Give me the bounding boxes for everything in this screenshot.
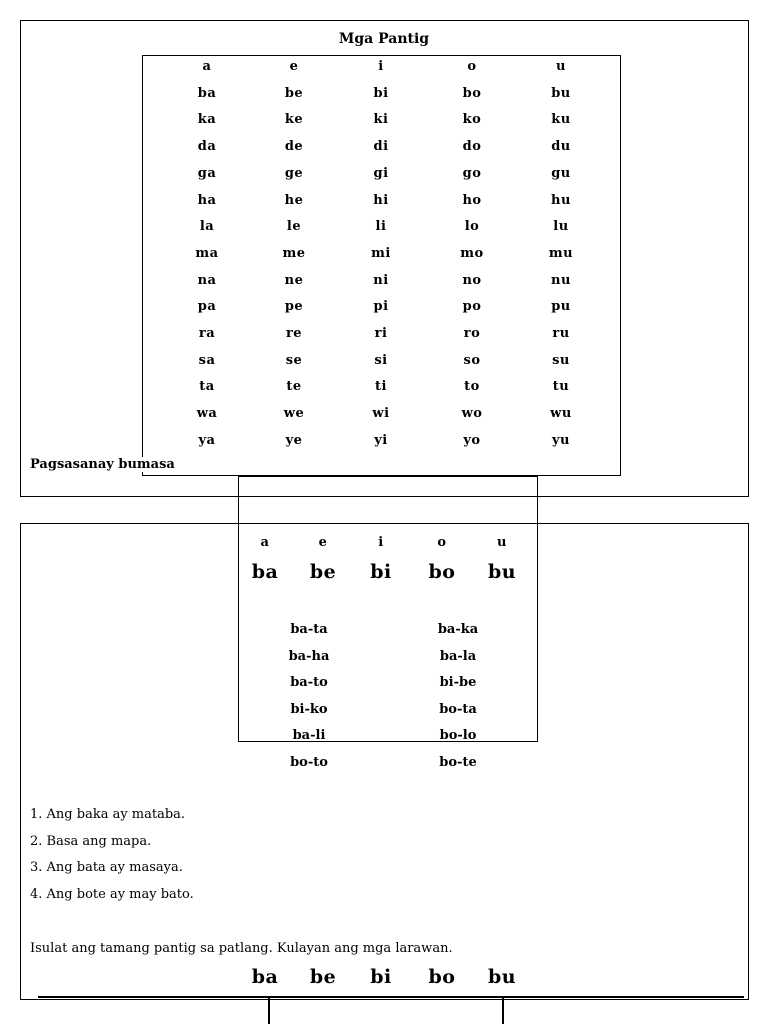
syllable-cell: ku (551, 112, 571, 128)
page-title: Mga Pantig (338, 31, 430, 47)
syllable-cell: di (373, 139, 389, 155)
syllable-cell: wo (461, 406, 483, 422)
syllable-cell: pu (551, 299, 571, 315)
syllable-cell: ge (284, 165, 304, 181)
syllable-cell: ke (284, 112, 304, 128)
syllable-cell: ni (373, 272, 389, 288)
syllable-cell: bi (373, 85, 389, 101)
syllable-cell: yo (463, 432, 481, 448)
syllable-cell: ra (198, 326, 216, 341)
syllable-cell: le (286, 219, 302, 235)
bottom-syllable: ba (251, 966, 279, 988)
syllable-cell: mi (371, 245, 391, 261)
instruction-text: Isulat ang tamang pantig sa patlang. Kulayan ang mga larawan. (30, 941, 453, 956)
syllable-cell: ta (199, 379, 215, 395)
syllable-cell: yi (374, 432, 388, 448)
syllable-cell: pi (373, 299, 389, 315)
section2-frame (20, 523, 749, 1000)
syllable-cell: yu (551, 432, 570, 448)
word-left: ba-ta (290, 622, 328, 637)
word-right: bi-be (439, 675, 477, 690)
word-left: ba-to (290, 675, 328, 690)
syllable-cell: ha (197, 192, 217, 208)
syllable-cell: i (378, 59, 384, 74)
bottom-syllable: bi (370, 966, 392, 988)
word-right: ba-la (439, 648, 477, 664)
syllable-cell: gi (373, 165, 389, 181)
syllable-cell: wu (550, 406, 572, 422)
syllable-cell: u (556, 59, 566, 74)
syllable-cell: ba (251, 561, 279, 583)
syllable-cell: lu (553, 219, 569, 235)
syllable-cell: ro (463, 326, 481, 341)
syllable-cell: bo (428, 561, 456, 583)
vowel-cell: o (437, 535, 447, 550)
syllable-cell: ye (285, 432, 303, 448)
bottom-left-stub (268, 998, 270, 1024)
syllable-cell: du (551, 139, 571, 155)
word-left: ba-ha (288, 648, 330, 664)
word-left: bo-to (290, 754, 328, 770)
vowel-cell: a (260, 535, 270, 550)
syllable-cell: lo (464, 219, 480, 235)
syllable-cell: po (462, 299, 482, 315)
syllable-cell: e (289, 59, 299, 74)
syllable-cell: me (282, 245, 306, 261)
syllable-cell: do (462, 139, 482, 155)
syllable-cell: de (284, 139, 304, 155)
syllable-cell: ko (462, 112, 482, 128)
syllable-cell: o (467, 59, 477, 74)
word-right: bo-ta (439, 701, 477, 717)
syllable-cell: be (284, 85, 304, 101)
syllable-cell: la (199, 219, 215, 235)
word-right: bo-te (439, 754, 477, 770)
syllable-cell: hu (551, 192, 571, 208)
syllable-cell: go (462, 165, 482, 181)
word-right: ba-ka (437, 622, 479, 637)
syllable-cell: be (309, 561, 337, 583)
syllable-cell: se (285, 352, 303, 368)
syllable-cell: su (552, 352, 570, 368)
syllable-cell: bo (462, 85, 482, 101)
sentence: 4. Ang bote ay may bato. (30, 886, 194, 902)
bottom-right-stub (502, 998, 504, 1024)
syllable-cell: ba (197, 85, 217, 101)
syllable-cell: tu (552, 379, 570, 395)
syllable-cell: te (286, 379, 302, 395)
syllable-cell: na (197, 272, 217, 288)
syllable-cell: he (284, 192, 304, 208)
word-left: bi-ko (290, 701, 328, 717)
syllable-cell: so (463, 352, 481, 368)
syllable-cell: wi (372, 406, 390, 422)
syllable-cell: ya (198, 432, 216, 448)
syllable-cell: to (464, 379, 480, 395)
syllable-cell: ki (373, 112, 389, 128)
syllable-cell: ru (552, 326, 570, 341)
syllable-cell: ho (462, 192, 482, 208)
vowel-cell: i (378, 535, 384, 550)
syllable-cell: ka (197, 112, 217, 128)
syllable-cell: mo (460, 245, 484, 261)
sentence: 2. Basa ang mapa. (30, 833, 152, 849)
vowel-cell: u (497, 535, 507, 550)
syllable-cell: ma (195, 245, 219, 261)
syllable-cell: bu (487, 561, 517, 583)
syllable-cell: no (462, 272, 482, 288)
syllable-cell: a (202, 59, 212, 74)
syllable-cell: ga (197, 165, 217, 181)
bottom-syllable: be (309, 966, 337, 988)
syllable-cell: pe (284, 299, 304, 315)
syllable-cell: si (374, 352, 388, 368)
syllable-cell: gu (551, 165, 571, 181)
syllable-cell: re (285, 326, 303, 341)
sentence: 1. Ang baka ay mataba. (30, 807, 186, 822)
syllable-cell: ne (284, 272, 304, 288)
syllable-cell: li (375, 219, 387, 235)
sentence: 3. Ang bata ay masaya. (30, 860, 183, 875)
word-left: ba-li (292, 728, 326, 743)
syllable-cell: bu (551, 85, 571, 101)
syllable-cell: bi (370, 561, 392, 583)
syllable-cell: pa (197, 299, 217, 315)
syllable-cell: hi (373, 192, 389, 208)
syllable-cell: wa (196, 406, 218, 422)
syllable-cell: we (283, 406, 305, 422)
bottom-syllable: bo (428, 966, 456, 988)
syllable-cell: nu (551, 272, 571, 288)
syllable-cell: da (197, 139, 217, 155)
bottom-syllable: bu (487, 966, 517, 988)
syllable-cell: ri (374, 326, 388, 341)
syllable-cell: mu (548, 245, 574, 261)
syllable-cell: ti (375, 379, 387, 395)
vowel-cell: e (318, 535, 328, 550)
word-right: bo-lo (439, 728, 477, 743)
practice-label: Pagsasanay bumasa (30, 457, 175, 472)
bottom-rule (38, 996, 744, 998)
syllable-cell: sa (198, 352, 216, 368)
